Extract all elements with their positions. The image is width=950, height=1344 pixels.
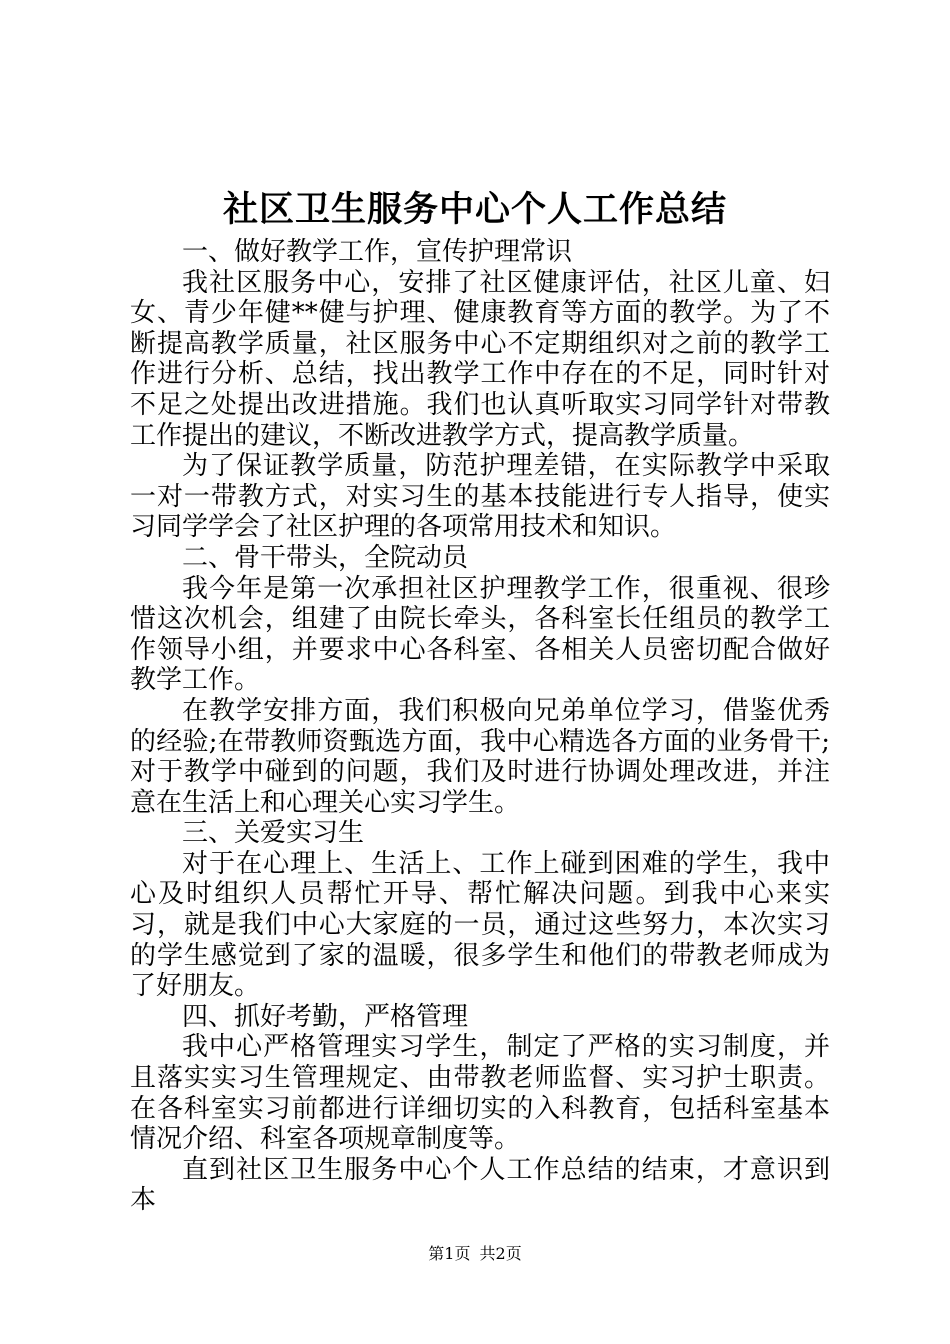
paragraph: 我今年是第一次承担社区护理教学工作，很重视、很珍惜这次机会，组建了由院长牵头，各科室长任组员的教学工作领导小组，并要求中心各科室、各相关人员密切配合做好教学工作。 (130, 573, 830, 696)
section-heading-1: 一、做好教学工作，宣传护理常识 (182, 237, 573, 267)
paragraph: 直到社区卫生服务中心个人工作总结的结束，才意识到本 (130, 1154, 830, 1216)
section-heading-2: 二、骨干带头，全院动员 (182, 542, 469, 573)
paragraph: 对于在心理上、生活上、工作上碰到困难的学生，我中心及时组织人员帮忙开导、帮忙解决问题。到我中心来实习，就是我们中心大家庭的一员，通过这些努力，本次实习的学生感觉到了家的温暖，很多学生和他们的带教老师成为了好朋友。 (130, 848, 830, 1002)
section-heading-4: 四、抓好考勤，严格管理 (182, 1001, 469, 1032)
paragraph: 我社区服务中心，安排了社区健康评估，社区儿童、妇女、青少年健**健与护理、健康教育等方面的教学。为了不断提高教学质量，社区服务中心不定期组织对之前的教学工作进行分析、总结，找出教学工作中存在的不足，同时针对不足之处提出改进措施。我们也认真听取实习同学针对带教工作提出的建议，不断改进教学方式，提高教学质量。 (130, 267, 830, 451)
page-footer (0, 1243, 950, 1265)
paragraph: 为了保证教学质量，防范护理差错，在实际教学中采取一对一带教方式，对实习生的基本技能进行专人指导，使实习同学学会了社区护理的各项常用技术和知识。 (130, 451, 830, 543)
paragraph: 在教学安排方面，我们积极向兄弟单位学习，借鉴优秀的经验;在带教师资甄选方面，我中心精选各方面的业务骨干;对于教学中碰到的问题，我们及时进行协调处理改进，并注意在生活上和心理关心实习学生。 (130, 695, 830, 818)
section-heading-3: 三、关爱实习生 (182, 818, 365, 849)
paragraph: 我中心严格管理实习学生，制定了严格的实习制度，并且落实实习生管理规定、由带教老师监督、实习护士职责。在各科室实习前都进行详细切实的入科教育，包括科室基本情况介绍、科室各项规章制度等。 (130, 1032, 830, 1155)
document-body (130, 237, 830, 1216)
page-number: 第1页 共2页 (428, 1244, 522, 1263)
document-title: 社区卫生服务中心个人工作总结 (222, 189, 727, 230)
